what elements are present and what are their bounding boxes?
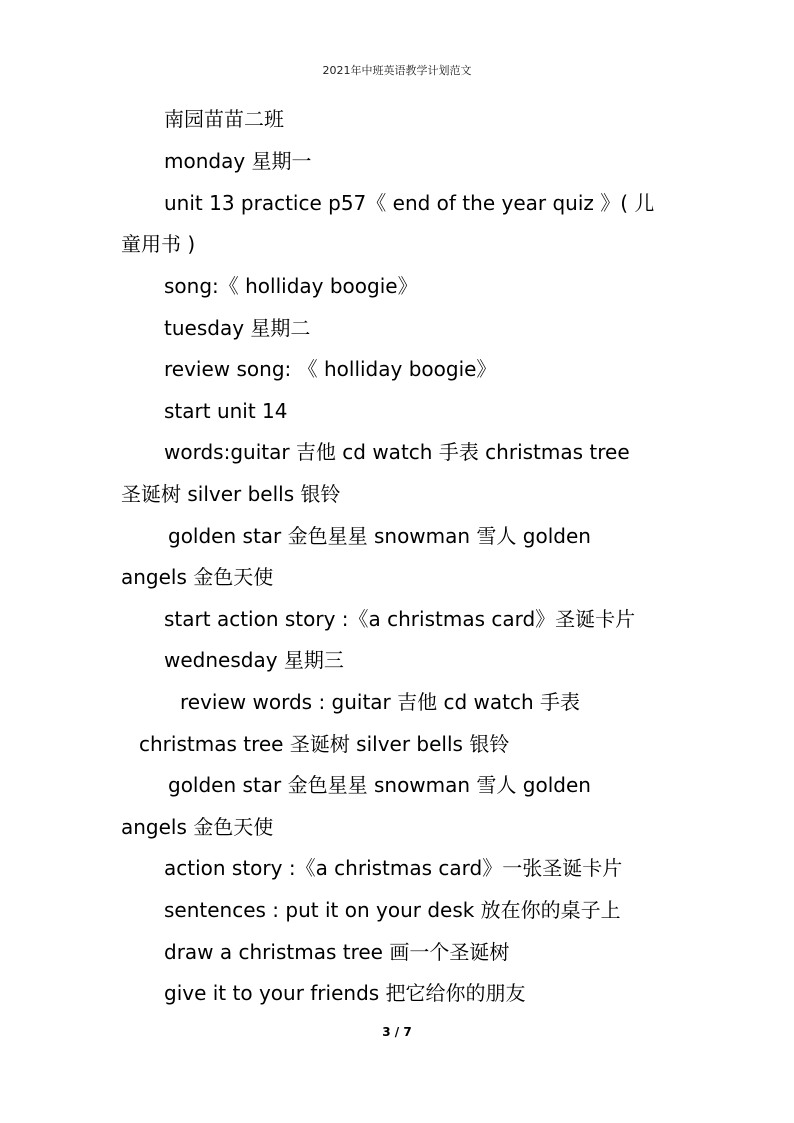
start-unit14-line: start unit 14	[164, 399, 288, 423]
class-name-line: 南园苗苗二班	[164, 107, 284, 131]
golden-star-line: golden star 金色星星 snowman 雪人 golden	[168, 524, 591, 548]
action-story-line-2: action story :《a christmas card》一张圣诞卡片	[164, 856, 623, 880]
words-line-continued: 圣诞树 silver bells 银铃	[121, 482, 341, 506]
draw-tree-line: draw a christmas tree 画一个圣诞树	[164, 940, 510, 964]
action-story-line: start action story :《a christmas card》圣诞卡片	[164, 607, 636, 631]
unit13-line: unit 13 practice p57《 end of the year quiz 》( 儿	[164, 191, 655, 215]
golden-angels-line-2: angels 金色天使	[121, 815, 274, 839]
monday-heading: monday 星期一	[164, 149, 312, 173]
golden-star-line-2: golden star 金色星星 snowman 雪人 golden	[168, 773, 591, 797]
words-line: words:guitar 吉他 cd watch 手表 christmas tree	[164, 440, 630, 464]
song-line: song:《 holliday boogie》	[164, 274, 418, 298]
sentences-line: sentences : put it on your desk 放在你的桌子上	[164, 898, 621, 922]
golden-angels-line: angels 金色天使	[121, 565, 274, 589]
document-header: 2021年中班英语教学计划范文	[322, 64, 472, 77]
page-number: 3 / 7	[382, 1025, 412, 1039]
review-words-line-continued: christmas tree 圣诞树 silver bells 银铃	[139, 732, 510, 756]
unit13-line-continued: 童用书 )	[121, 232, 196, 256]
review-words-line: review words : guitar 吉他 cd watch 手表	[180, 690, 581, 714]
give-friends-line: give it to your friends 把它给你的朋友	[164, 981, 526, 1005]
tuesday-heading: tuesday 星期二	[164, 316, 311, 340]
wednesday-heading: wednesday 星期三	[164, 648, 344, 672]
review-song-line: review song: 《 holliday boogie》	[164, 357, 497, 381]
